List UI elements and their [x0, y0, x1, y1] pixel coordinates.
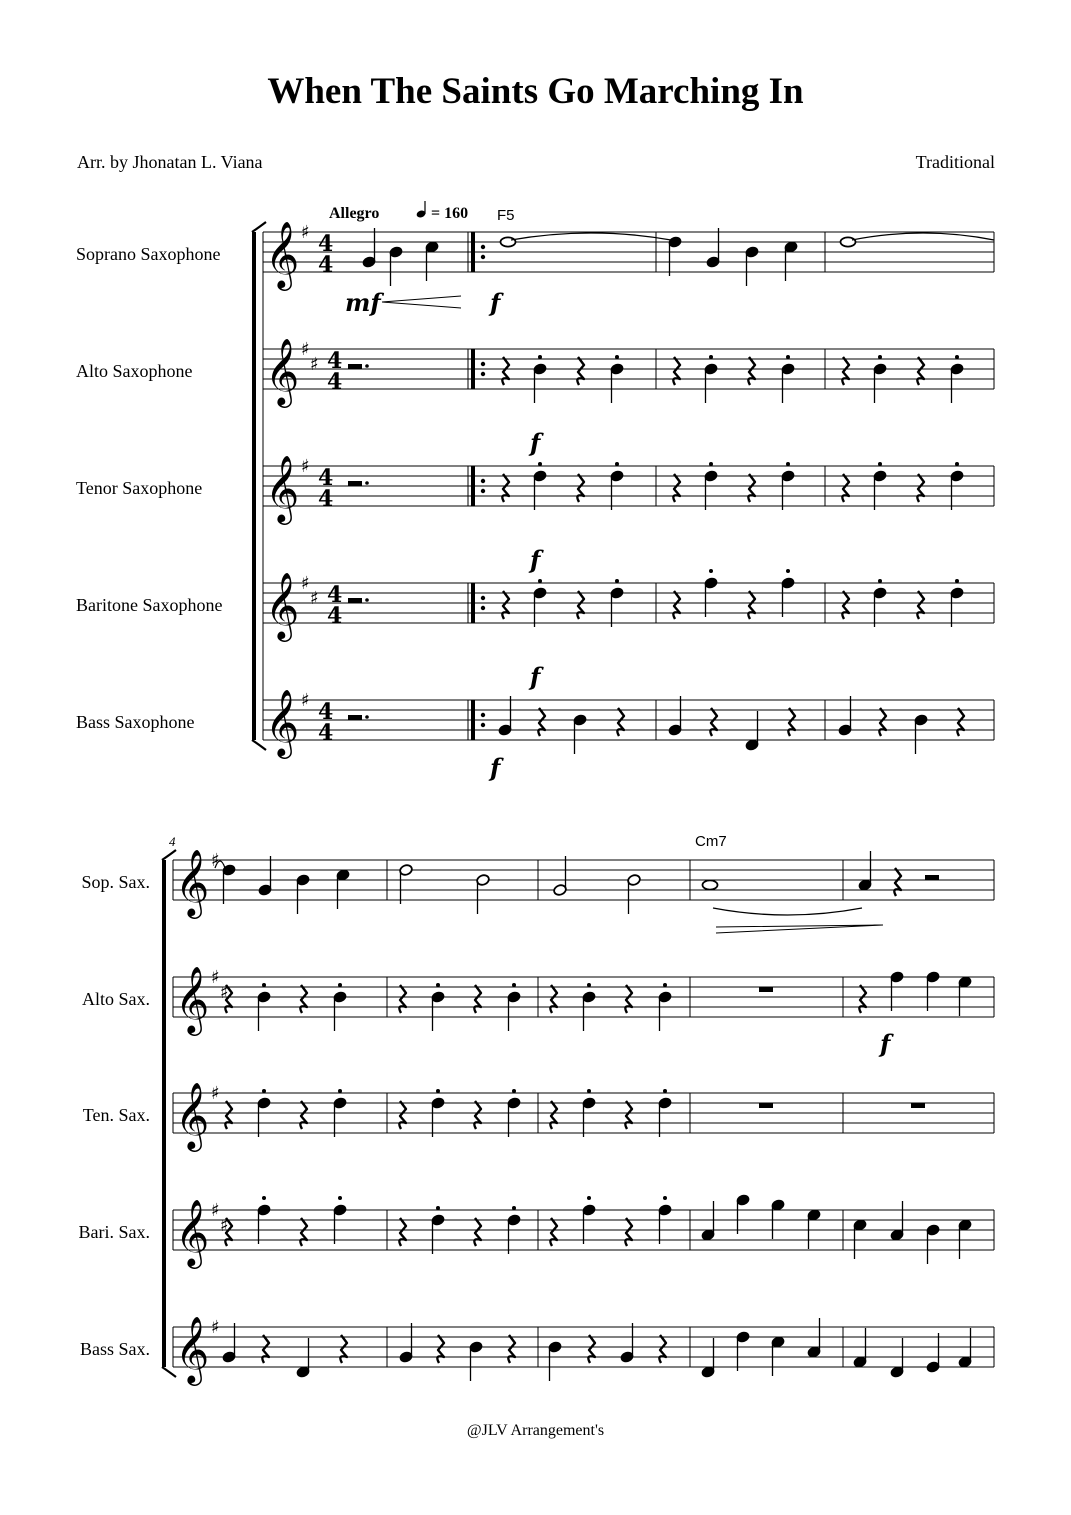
dynamic-f: f	[530, 545, 541, 574]
staccato-dot	[663, 1089, 667, 1093]
staccato-dot	[512, 1089, 516, 1093]
staccato-dot	[878, 579, 882, 583]
quarter-rest-icon	[710, 708, 717, 736]
rest-dot	[365, 481, 369, 485]
tempo-bpm: = 160	[431, 205, 469, 222]
quarter-rest-icon	[550, 1218, 557, 1246]
time-signature-bottom: 4	[318, 720, 334, 746]
sharp-icon: ♯	[211, 1200, 220, 1221]
sharp-icon: ♯	[301, 690, 310, 711]
bracket-hook	[252, 740, 266, 750]
staccato-dot	[955, 355, 959, 359]
tie-arc	[852, 233, 994, 240]
quarter-rest-icon	[659, 1335, 666, 1363]
tempo-term: Allegro	[329, 205, 380, 222]
notehead	[841, 237, 856, 246]
half-rest-icon	[925, 875, 939, 880]
instrument-short-name: Bari. Sax.	[78, 1222, 150, 1242]
quarter-rest-icon	[673, 591, 680, 619]
quarter-rest-icon	[399, 1101, 406, 1129]
instrument-name: Soprano Saxophone	[76, 244, 221, 264]
quarter-rest-icon	[917, 591, 924, 619]
system-2	[79, 833, 995, 1386]
half-rest-icon	[348, 715, 362, 720]
decrescendo-hairpin	[716, 925, 883, 933]
quarter-rest-icon	[550, 985, 557, 1013]
dynamic-f: f	[530, 662, 541, 691]
staccato-dot	[512, 983, 516, 987]
quarter-rest-icon	[957, 708, 964, 736]
sharp-icon: ♯	[211, 967, 220, 988]
staccato-dot	[955, 462, 959, 466]
staccato-dot	[615, 579, 619, 583]
staccato-dot	[262, 1089, 266, 1093]
time-signature-top: 4	[318, 699, 334, 725]
quarter-rest-icon	[617, 708, 624, 736]
notehead	[703, 880, 718, 889]
dynamic-f: f	[490, 288, 501, 317]
treble-clef-icon: 𝄞	[265, 220, 300, 288]
whole-rest-icon	[911, 1103, 925, 1108]
arranger-credit: Arr. by Jhonatan L. Viana	[77, 152, 263, 172]
sharp-icon: ♯	[211, 1317, 220, 1338]
rest-dot	[365, 598, 369, 602]
staccato-dot	[436, 983, 440, 987]
bracket-hook	[162, 850, 176, 860]
staccato-dot	[587, 983, 591, 987]
chord-symbol: F5	[497, 207, 515, 224]
quarter-rest-icon	[474, 985, 481, 1013]
dynamic-f: f	[880, 1029, 891, 1058]
quarter-rest-icon	[788, 708, 795, 736]
quarter-rest-icon	[842, 474, 849, 502]
sharp-icon: ♯	[301, 573, 310, 594]
staccato-dot	[615, 462, 619, 466]
rest-dot	[365, 715, 369, 719]
whole-rest-icon	[759, 1103, 773, 1108]
sharp-icon: ♯	[301, 222, 310, 243]
treble-clef-icon: 𝄞	[265, 571, 300, 639]
staccato-dot	[538, 579, 542, 583]
chord-symbol: Cm7	[695, 833, 727, 850]
staccato-dot	[436, 1089, 440, 1093]
instrument-name: Tenor Saxophone	[76, 478, 203, 498]
treble-clef-icon: 𝄞	[265, 454, 300, 522]
sharp-icon: ♯	[310, 588, 319, 609]
half-rest-icon	[348, 598, 362, 603]
bracket-hook	[162, 1367, 176, 1377]
quarter-rest-icon	[894, 868, 901, 896]
half-rest-icon	[348, 481, 362, 486]
staccato-dot	[338, 1196, 342, 1200]
staccato-dot	[262, 983, 266, 987]
quarter-rest-icon	[842, 591, 849, 619]
dynamic-f: f	[490, 753, 501, 782]
quarter-rest-icon	[502, 357, 509, 385]
dynamic-mf: mf	[345, 288, 381, 317]
quarter-rest-icon	[300, 985, 307, 1013]
tie-arc	[511, 233, 671, 240]
quarter-rest-icon	[625, 1218, 632, 1246]
staccato-dot	[786, 355, 790, 359]
time-signature-bottom: 4	[327, 603, 343, 629]
staccato-dot	[709, 569, 713, 573]
whole-rest-icon	[759, 987, 773, 992]
score-title: When The Saints Go Marching In	[267, 71, 804, 112]
composer-credit: Traditional	[915, 152, 995, 172]
sharp-icon: ♯	[310, 354, 319, 375]
quarter-rest-icon	[502, 591, 509, 619]
repeat-dot	[481, 596, 485, 600]
sharp-icon: ♯	[220, 1215, 229, 1236]
time-signature-top: 4	[327, 348, 343, 374]
system-bracket	[162, 860, 166, 1367]
repeat-dot	[481, 479, 485, 483]
treble-clef-icon: 𝄞	[265, 688, 300, 756]
quarter-rest-icon	[748, 474, 755, 502]
dynamic-f: f	[530, 428, 541, 457]
measure-number: 4	[169, 834, 176, 849]
treble-clef-icon: 𝄞	[175, 1081, 210, 1149]
crescendo-hairpin	[382, 296, 461, 308]
instrument-short-name: Sop. Sax.	[81, 872, 150, 892]
staccato-dot	[878, 462, 882, 466]
bracket-hook	[252, 222, 266, 232]
treble-clef-icon: 𝄞	[175, 1315, 210, 1383]
quarter-rest-icon	[474, 1101, 481, 1129]
staccato-dot	[262, 1196, 266, 1200]
system-bracket	[252, 232, 256, 740]
sharp-icon: ♯	[301, 456, 310, 477]
sharp-icon: ♯	[211, 850, 220, 871]
instrument-short-name: Bass Sax.	[79, 1339, 150, 1359]
quarter-rest-icon	[437, 1335, 444, 1363]
staccato-dot	[615, 355, 619, 359]
time-signature-top: 4	[327, 582, 343, 608]
tie-arc	[713, 908, 862, 915]
quarter-rest-icon	[399, 985, 406, 1013]
quarter-rest-icon	[673, 357, 680, 385]
quarter-rest-icon	[879, 708, 886, 736]
staccato-dot	[663, 1196, 667, 1200]
quarter-rest-icon	[625, 985, 632, 1013]
repeat-dot	[481, 489, 485, 493]
quarter-rest-icon	[577, 357, 584, 385]
treble-clef-icon: 𝄞	[175, 965, 210, 1033]
quarter-rest-icon	[300, 1101, 307, 1129]
quarter-rest-icon	[917, 357, 924, 385]
notehead	[501, 237, 516, 246]
repeat-dot	[481, 245, 485, 249]
quarter-rest-icon	[842, 357, 849, 385]
time-signature-bottom: 4	[318, 486, 334, 512]
quarter-rest-icon	[262, 1335, 269, 1363]
quarter-rest-icon	[577, 474, 584, 502]
quarter-rest-icon	[673, 474, 680, 502]
time-signature-top: 4	[318, 231, 334, 257]
repeat-dot	[481, 372, 485, 376]
quarter-rest-icon	[502, 474, 509, 502]
quarter-rest-icon	[300, 1218, 307, 1246]
repeat-dot	[481, 606, 485, 610]
treble-clef-icon: 𝄞	[175, 1198, 210, 1266]
quarter-rest-icon	[917, 474, 924, 502]
staccato-dot	[709, 355, 713, 359]
repeat-dot	[481, 713, 485, 717]
sharp-icon: ♯	[301, 339, 310, 360]
quarter-rest-icon	[225, 1101, 232, 1129]
quarter-rest-icon	[340, 1335, 347, 1363]
time-signature-bottom: 4	[327, 369, 343, 395]
staccato-dot	[587, 1089, 591, 1093]
quarter-rest-icon	[748, 591, 755, 619]
staccato-dot	[538, 355, 542, 359]
half-rest-icon	[348, 364, 362, 369]
treble-clef-icon: 𝄞	[175, 848, 210, 916]
staccato-dot	[878, 355, 882, 359]
quarter-rest-icon	[550, 1101, 557, 1129]
staccato-dot	[436, 1206, 440, 1210]
staccato-dot	[338, 983, 342, 987]
instrument-short-name: Alto Sax.	[81, 989, 150, 1009]
quarter-rest-icon	[577, 591, 584, 619]
footer-credit: @JLV Arrangement's	[466, 1422, 605, 1439]
time-signature-top: 4	[318, 465, 334, 491]
repeat-dot	[481, 723, 485, 727]
quarter-rest-icon	[859, 985, 866, 1013]
staccato-dot	[538, 462, 542, 466]
sharp-icon: ♯	[220, 982, 229, 1003]
quarter-rest-icon	[748, 357, 755, 385]
repeat-dot	[481, 255, 485, 259]
treble-clef-icon: 𝄞	[265, 337, 300, 405]
repeat-dot	[481, 362, 485, 366]
instrument-name: Bass Saxophone	[76, 712, 195, 732]
quarter-rest-icon	[508, 1335, 515, 1363]
staccato-dot	[786, 569, 790, 573]
system-1	[76, 201, 994, 782]
staccato-dot	[663, 983, 667, 987]
quarter-rest-icon	[588, 1335, 595, 1363]
staccato-dot	[709, 462, 713, 466]
staccato-dot	[512, 1206, 516, 1210]
quarter-rest-icon	[625, 1101, 632, 1129]
quarter-rest-icon	[399, 1218, 406, 1246]
staccato-dot	[955, 579, 959, 583]
instrument-short-name: Ten. Sax.	[82, 1105, 150, 1125]
instrument-name: Baritone Saxophone	[76, 595, 223, 615]
time-signature-bottom: 4	[318, 252, 334, 278]
instrument-name: Alto Saxophone	[76, 361, 193, 381]
rest-dot	[365, 364, 369, 368]
staccato-dot	[786, 462, 790, 466]
staccato-dot	[587, 1196, 591, 1200]
quarter-rest-icon	[538, 708, 545, 736]
quarter-rest-icon	[474, 1218, 481, 1246]
sharp-icon: ♯	[211, 1083, 220, 1104]
staccato-dot	[338, 1089, 342, 1093]
